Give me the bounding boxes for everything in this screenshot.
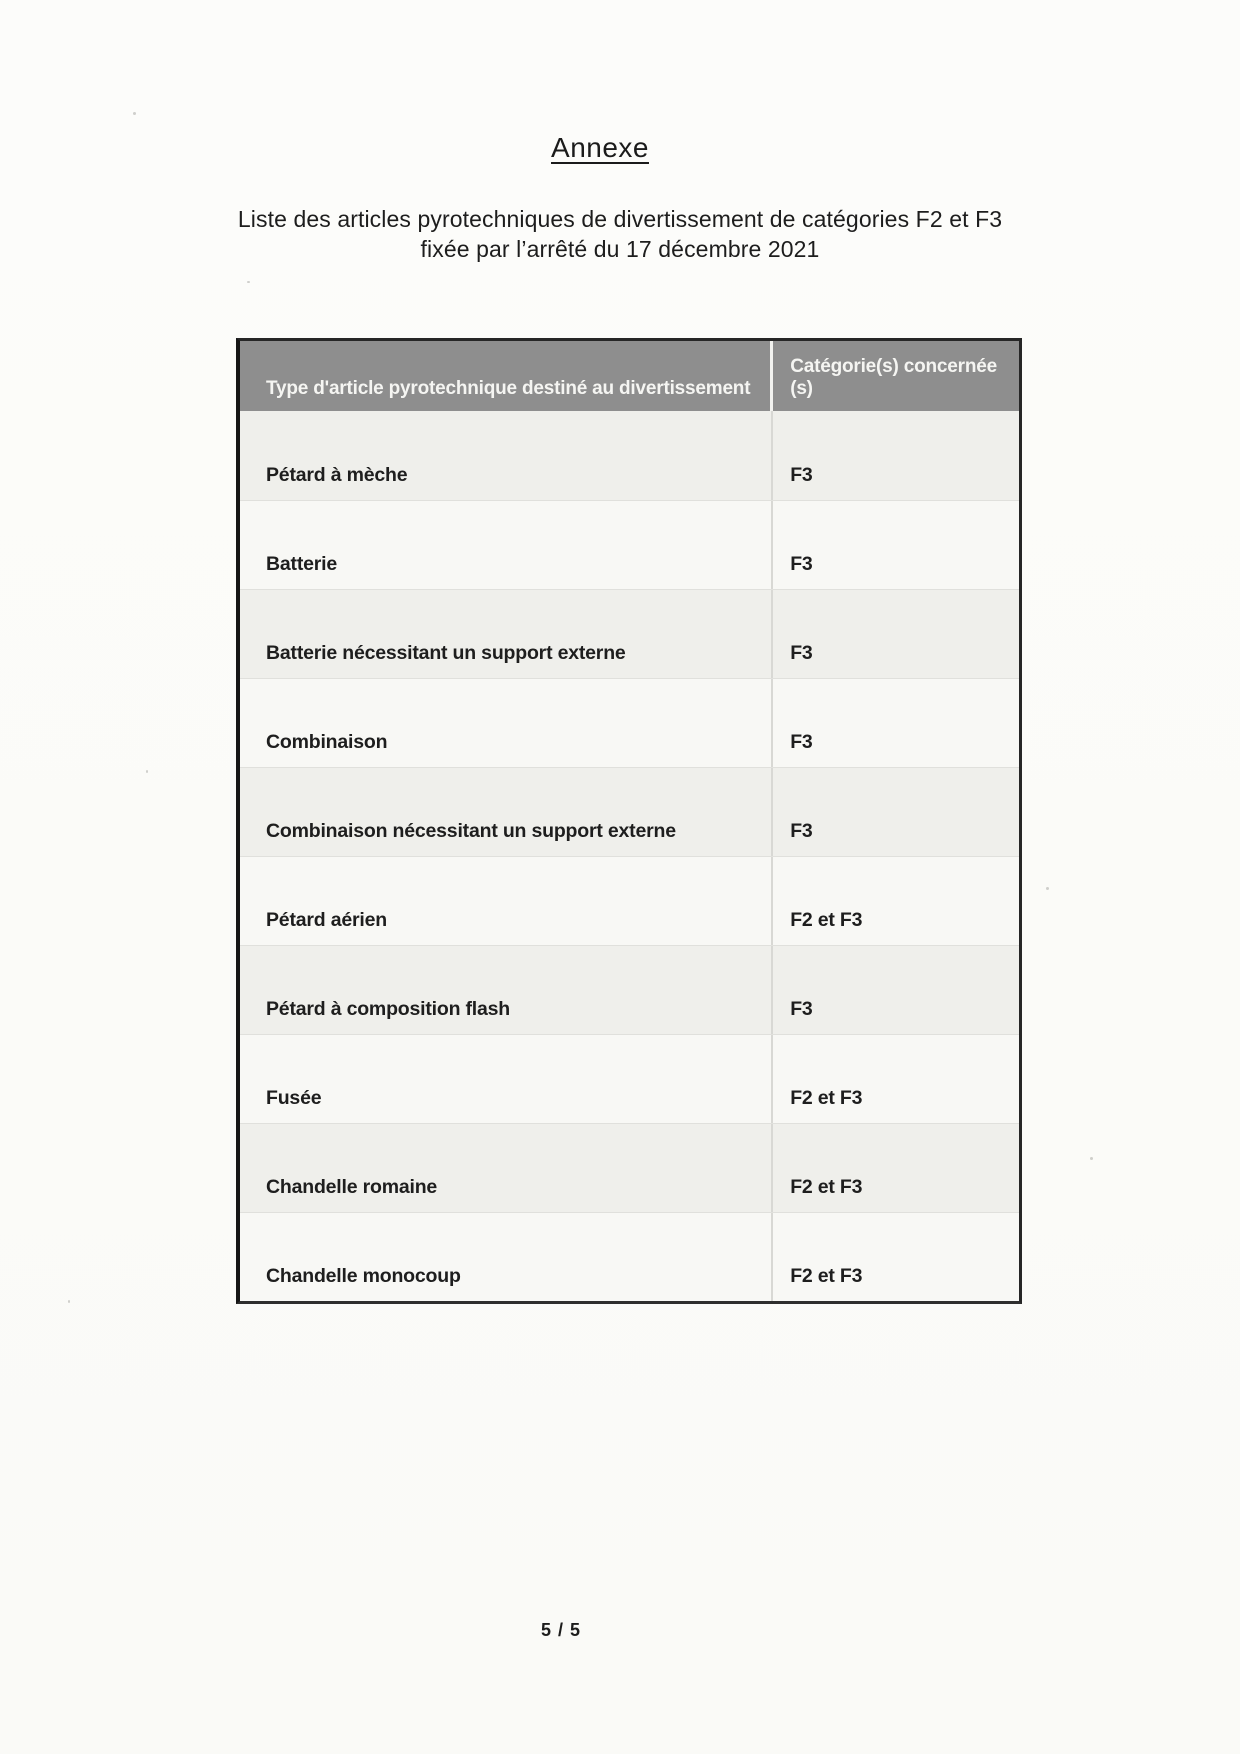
table-row <box>240 500 1019 589</box>
table-body <box>240 411 1019 1301</box>
category-cell: F2 et F3 <box>790 1265 863 1287</box>
category-cell: F2 et F3 <box>790 1176 863 1198</box>
table-row <box>240 1034 1019 1123</box>
category-cell: F3 <box>790 553 813 575</box>
header-category: Catégorie(s) concernée (s) <box>790 356 997 399</box>
article-type-cell: Batterie nécessitant un support externe <box>240 590 773 678</box>
article-type-cell: Chandelle monocoup <box>240 1213 773 1301</box>
subtitle-line-2: fixée par l’arrêté du 17 décembre 2021 <box>420 236 820 262</box>
table-row <box>240 411 1019 500</box>
scan-speck <box>68 1300 70 1303</box>
table-row <box>240 678 1019 767</box>
article-type-cell: Fusée <box>240 1035 773 1123</box>
category-cell: F2 et F3 <box>790 1087 863 1109</box>
scan-speck <box>1046 887 1049 890</box>
pyrotechnic-articles-table <box>236 338 1022 1304</box>
scan-speck <box>247 281 250 283</box>
table-row <box>240 767 1019 856</box>
table-row <box>240 856 1019 945</box>
document-title-text: Annexe <box>551 132 649 163</box>
table-header-row <box>240 341 1019 411</box>
category-cell: F3 <box>790 464 813 486</box>
category-cell: F3 <box>790 820 813 842</box>
header-article-type: Type d'article pyrotechnique destiné au divertissement <box>240 341 773 411</box>
article-type-cell: Pétard à mèche <box>240 411 773 500</box>
article-type-cell: Chandelle romaine <box>240 1124 773 1212</box>
table-row <box>240 1123 1019 1212</box>
article-type-cell: Combinaison <box>240 679 773 767</box>
category-cell: F3 <box>790 642 813 664</box>
article-type-cell: Pétard aérien <box>240 857 773 945</box>
article-type-cell: Batterie <box>240 501 773 589</box>
page-number: 5 / 5 <box>540 1620 582 1640</box>
article-type-cell: Pétard à composition flash <box>240 946 773 1034</box>
subtitle-line-1: Liste des articles pyrotechniques de divertissement de catégories F2 et F3 <box>237 206 1003 232</box>
article-type-cell: Combinaison nécessitant un support externe <box>240 768 773 856</box>
scan-speck <box>133 112 136 115</box>
document-title <box>0 132 1200 164</box>
table-row <box>240 1212 1019 1301</box>
table-row <box>240 589 1019 678</box>
category-cell: F2 et F3 <box>790 909 863 931</box>
scan-speck <box>1090 1157 1093 1160</box>
category-cell: F3 <box>790 998 813 1020</box>
scan-speck <box>146 770 148 773</box>
category-cell: F3 <box>790 731 813 753</box>
table-row <box>240 945 1019 1034</box>
document-subtitle <box>60 204 1180 264</box>
